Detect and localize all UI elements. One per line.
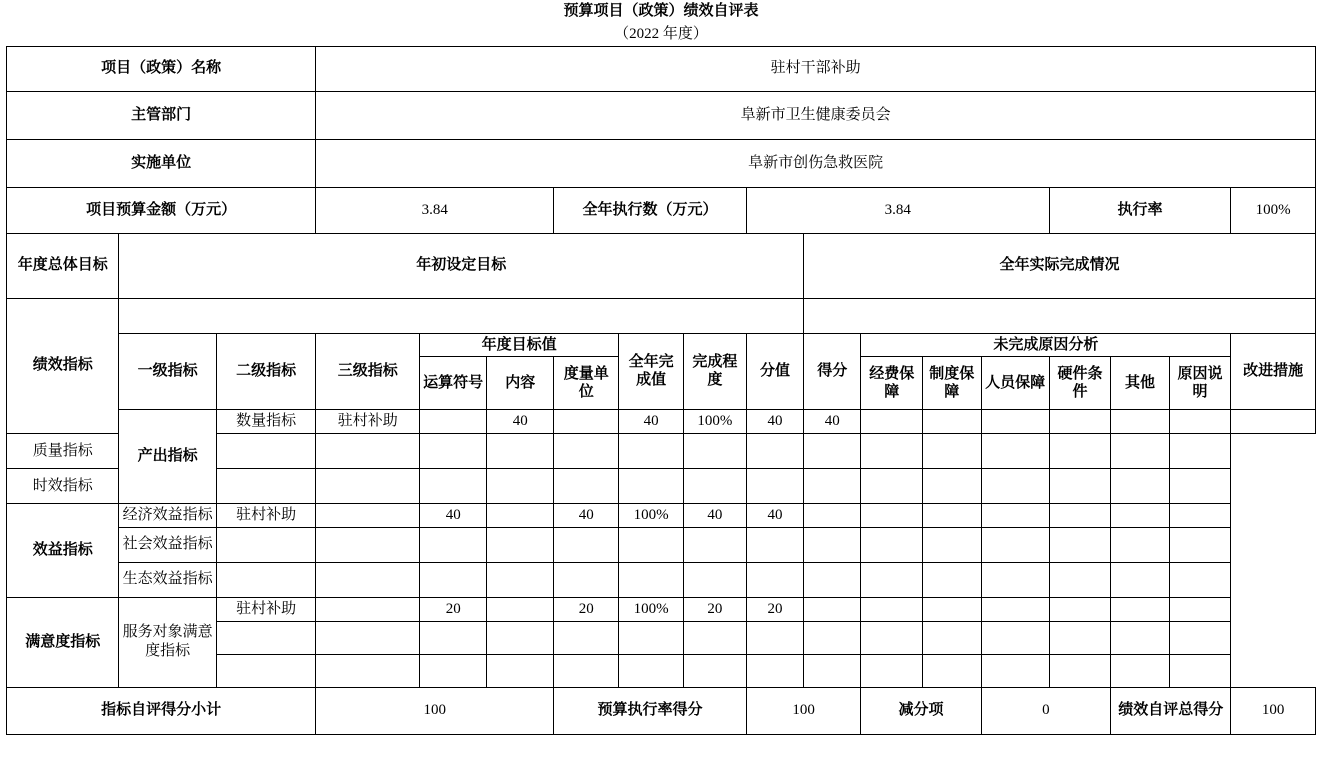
system-cell <box>861 621 923 654</box>
score-weight <box>684 434 747 469</box>
budget-exec-score-label: 预算执行率得分 <box>554 687 747 734</box>
system-cell <box>861 562 923 597</box>
page-title: 预算项目（政策）绩效自评表 <box>563 3 759 19</box>
completion-degree <box>619 562 684 597</box>
actual-completion-label: 全年实际完成情况 <box>804 233 1316 298</box>
level3-value <box>216 527 316 562</box>
subtotal-label: 指标自评得分小计 <box>7 687 316 734</box>
content-value <box>420 434 487 469</box>
unit-row <box>7 139 1316 187</box>
page-subtitle: （2022 年度） <box>614 25 708 42</box>
content-value: 40 <box>487 410 554 434</box>
operator-value <box>316 504 420 528</box>
funding-cell <box>804 654 861 687</box>
score-weight <box>684 527 747 562</box>
header-system: 制度保障 <box>923 357 981 410</box>
level2-service-satisfaction: 服务对象满意度指标 <box>119 597 216 687</box>
completion-degree: 100% <box>619 504 684 528</box>
department-label: 主管部门 <box>7 91 316 139</box>
score-weight <box>684 469 747 504</box>
annual-goal-value-row <box>7 298 1316 333</box>
header-improvement: 改进措施 <box>1231 333 1316 410</box>
level1-satisfaction: 满意度指标 <box>7 597 119 687</box>
header-operator: 运算符号 <box>420 357 487 410</box>
completion-degree <box>619 434 684 469</box>
score <box>746 562 803 597</box>
header-unit: 度量单位 <box>554 357 619 410</box>
reason-note-cell <box>1111 527 1169 562</box>
operator-value <box>316 527 420 562</box>
level2-quality: 质量指标 <box>7 434 119 469</box>
hardware-cell <box>981 527 1049 562</box>
reason-note-cell <box>1111 504 1169 528</box>
table-row <box>7 504 1316 528</box>
score <box>746 469 803 504</box>
completion-degree <box>619 469 684 504</box>
performance-indicator-row-label: 绩效指标 <box>7 298 119 434</box>
level1-output: 产出指标 <box>119 410 216 504</box>
level2-social: 社会效益指标 <box>119 527 216 562</box>
score-weight <box>684 562 747 597</box>
completed-value <box>554 621 619 654</box>
budget-label: 项目预算金额（万元） <box>7 187 316 233</box>
system-cell <box>861 434 923 469</box>
rate-label: 执行率 <box>1049 187 1231 233</box>
personnel-cell <box>923 562 981 597</box>
hardware-cell <box>1049 410 1111 434</box>
completion-degree <box>619 527 684 562</box>
header-level3: 三级指标 <box>316 333 420 410</box>
header-completion-degree: 完成程度 <box>684 333 747 410</box>
level2-economic: 经济效益指标 <box>119 504 216 528</box>
improvement-cell <box>1169 469 1231 504</box>
budget-value: 3.84 <box>316 187 554 233</box>
unit-value-cell <box>487 597 554 621</box>
score: 20 <box>746 597 803 621</box>
level1-benefit: 效益指标 <box>7 504 119 598</box>
operator-value <box>316 434 420 469</box>
funding-cell <box>804 434 861 469</box>
level2-quantity: 数量指标 <box>216 410 316 434</box>
score-weight: 40 <box>746 410 803 434</box>
initial-goal-label: 年初设定目标 <box>119 233 804 298</box>
hardware-cell <box>981 504 1049 528</box>
operator-value <box>316 469 420 504</box>
annual-goal-row-label: 年度总体目标 <box>7 233 119 298</box>
level3-value: 驻村补助 <box>316 410 420 434</box>
unit-value-cell <box>487 469 554 504</box>
personnel-cell <box>923 597 981 621</box>
improvement-cell <box>1169 621 1231 654</box>
deduction-label: 减分项 <box>861 687 981 734</box>
reason-note-cell <box>1111 469 1169 504</box>
completion-degree: 100% <box>684 410 747 434</box>
unit-value: 阜新市创伤急救医院 <box>316 139 1316 187</box>
score <box>746 654 803 687</box>
unit-value-cell <box>487 621 554 654</box>
improvement-cell <box>1169 434 1231 469</box>
other-cell <box>1049 621 1111 654</box>
completed-value: 20 <box>554 597 619 621</box>
funding-cell <box>804 527 861 562</box>
funding-cell <box>861 410 923 434</box>
operator-value <box>316 597 420 621</box>
header-personnel: 人员保障 <box>981 357 1049 410</box>
budget-row <box>7 187 1316 233</box>
execution-label: 全年执行数（万元） <box>554 187 747 233</box>
completed-value <box>554 654 619 687</box>
content-value: 20 <box>420 597 487 621</box>
other-cell <box>1049 434 1111 469</box>
operator-value <box>420 410 487 434</box>
other-cell <box>1049 597 1111 621</box>
header-completed-value: 全年完成值 <box>619 333 684 410</box>
header-reason-analysis: 未完成原因分析 <box>861 333 1231 357</box>
hardware-cell <box>981 469 1049 504</box>
level2-ecological: 生态效益指标 <box>119 562 216 597</box>
other-cell <box>1049 469 1111 504</box>
level3-value <box>216 434 316 469</box>
completed-value <box>554 562 619 597</box>
funding-cell <box>804 597 861 621</box>
hardware-cell <box>981 654 1049 687</box>
department-row <box>7 91 1316 139</box>
header-content: 内容 <box>487 357 554 410</box>
operator-value <box>316 654 420 687</box>
personnel-cell <box>923 434 981 469</box>
other-cell <box>1111 410 1169 434</box>
reason-note-cell <box>1111 562 1169 597</box>
score-weight <box>684 621 747 654</box>
hardware-cell <box>981 621 1049 654</box>
operator-value <box>316 621 420 654</box>
completion-degree <box>619 654 684 687</box>
header-funding: 经费保障 <box>861 357 923 410</box>
improvement-cell <box>1169 562 1231 597</box>
reason-note-cell <box>1111 654 1169 687</box>
personnel-cell <box>923 469 981 504</box>
hardware-cell <box>981 562 1049 597</box>
improvement-cell <box>1169 527 1231 562</box>
funding-cell <box>804 504 861 528</box>
content-value <box>420 621 487 654</box>
table-row <box>7 410 1316 434</box>
funding-cell <box>804 562 861 597</box>
personnel-cell <box>923 621 981 654</box>
personnel-cell <box>923 527 981 562</box>
hardware-cell <box>981 434 1049 469</box>
header-score: 得分 <box>804 333 861 410</box>
subtitle-row <box>7 23 1316 46</box>
other-cell <box>1049 527 1111 562</box>
system-cell <box>861 527 923 562</box>
score-weight: 40 <box>684 504 747 528</box>
funding-cell <box>804 469 861 504</box>
department-value: 阜新市卫生健康委员会 <box>316 91 1316 139</box>
personnel-cell <box>981 410 1049 434</box>
personnel-cell <box>923 654 981 687</box>
content-value: 40 <box>420 504 487 528</box>
content-value <box>420 527 487 562</box>
unit-value-cell <box>487 654 554 687</box>
system-cell <box>923 410 981 434</box>
header-level1: 一级指标 <box>119 333 216 410</box>
score <box>746 621 803 654</box>
unit-value-cell <box>487 562 554 597</box>
completed-value <box>554 469 619 504</box>
level3-value <box>216 562 316 597</box>
score-weight: 20 <box>684 597 747 621</box>
other-cell <box>1049 504 1111 528</box>
improvement-cell <box>1169 654 1231 687</box>
level3-value: 驻村补助 <box>216 597 316 621</box>
unit-value-cell <box>487 434 554 469</box>
system-cell <box>861 504 923 528</box>
reason-note-cell <box>1111 597 1169 621</box>
completion-degree: 100% <box>619 597 684 621</box>
summary-row <box>7 687 1316 734</box>
project-name-value: 驻村干部补助 <box>316 46 1316 91</box>
system-cell <box>861 597 923 621</box>
execution-value: 3.84 <box>746 187 1049 233</box>
project-name-row <box>7 46 1316 91</box>
funding-cell <box>804 621 861 654</box>
level2-timeliness: 时效指标 <box>7 469 119 504</box>
evaluation-table <box>6 0 1316 735</box>
score-weight <box>684 654 747 687</box>
content-value <box>420 654 487 687</box>
indicator-header-row-1 <box>7 333 1316 357</box>
actual-completion-value <box>804 298 1316 333</box>
completed-value <box>554 527 619 562</box>
annual-goal-header-row <box>7 233 1316 298</box>
header-reason-note: 原因说明 <box>1169 357 1231 410</box>
rate-value: 100% <box>1231 187 1316 233</box>
improvement-cell <box>1169 504 1231 528</box>
score: 40 <box>746 504 803 528</box>
total-score-value: 100 <box>1231 687 1316 734</box>
system-cell <box>861 469 923 504</box>
improvement-cell <box>1231 410 1316 434</box>
initial-goal-value <box>119 298 804 333</box>
table-row <box>7 527 1316 562</box>
score: 40 <box>804 410 861 434</box>
header-other: 其他 <box>1111 357 1169 410</box>
project-name-label: 项目（政策）名称 <box>7 46 316 91</box>
title-row <box>7 0 1316 23</box>
content-value <box>420 469 487 504</box>
header-level2: 二级指标 <box>216 333 316 410</box>
unit-value-cell <box>487 527 554 562</box>
level3-value: 驻村补助 <box>216 504 316 528</box>
completed-value: 40 <box>619 410 684 434</box>
unit-value-cell <box>554 410 619 434</box>
header-annual-target: 年度目标值 <box>420 333 619 357</box>
level3-value <box>216 654 316 687</box>
improvement-cell <box>1169 597 1231 621</box>
level3-value <box>216 621 316 654</box>
subtotal-value: 100 <box>316 687 554 734</box>
header-hardware: 硬件条件 <box>1049 357 1111 410</box>
operator-value <box>316 562 420 597</box>
reason-note-cell <box>1111 621 1169 654</box>
hardware-cell <box>981 597 1049 621</box>
header-score-weight: 分值 <box>746 333 803 410</box>
other-cell <box>1049 654 1111 687</box>
table-row <box>7 597 1316 621</box>
reason-note-cell <box>1169 410 1231 434</box>
score <box>746 434 803 469</box>
completed-value: 40 <box>554 504 619 528</box>
system-cell <box>861 654 923 687</box>
reason-note-cell <box>1111 434 1169 469</box>
unit-value-cell <box>487 504 554 528</box>
other-cell <box>1049 562 1111 597</box>
unit-label: 实施单位 <box>7 139 316 187</box>
table-row <box>7 562 1316 597</box>
total-score-label: 绩效自评总得分 <box>1111 687 1231 734</box>
score <box>746 527 803 562</box>
completed-value <box>554 434 619 469</box>
personnel-cell <box>923 504 981 528</box>
budget-performance-self-evaluation-sheet <box>6 0 1316 735</box>
budget-exec-score-value: 100 <box>746 687 861 734</box>
deduction-value: 0 <box>981 687 1111 734</box>
level3-value <box>216 469 316 504</box>
completion-degree <box>619 621 684 654</box>
content-value <box>420 562 487 597</box>
